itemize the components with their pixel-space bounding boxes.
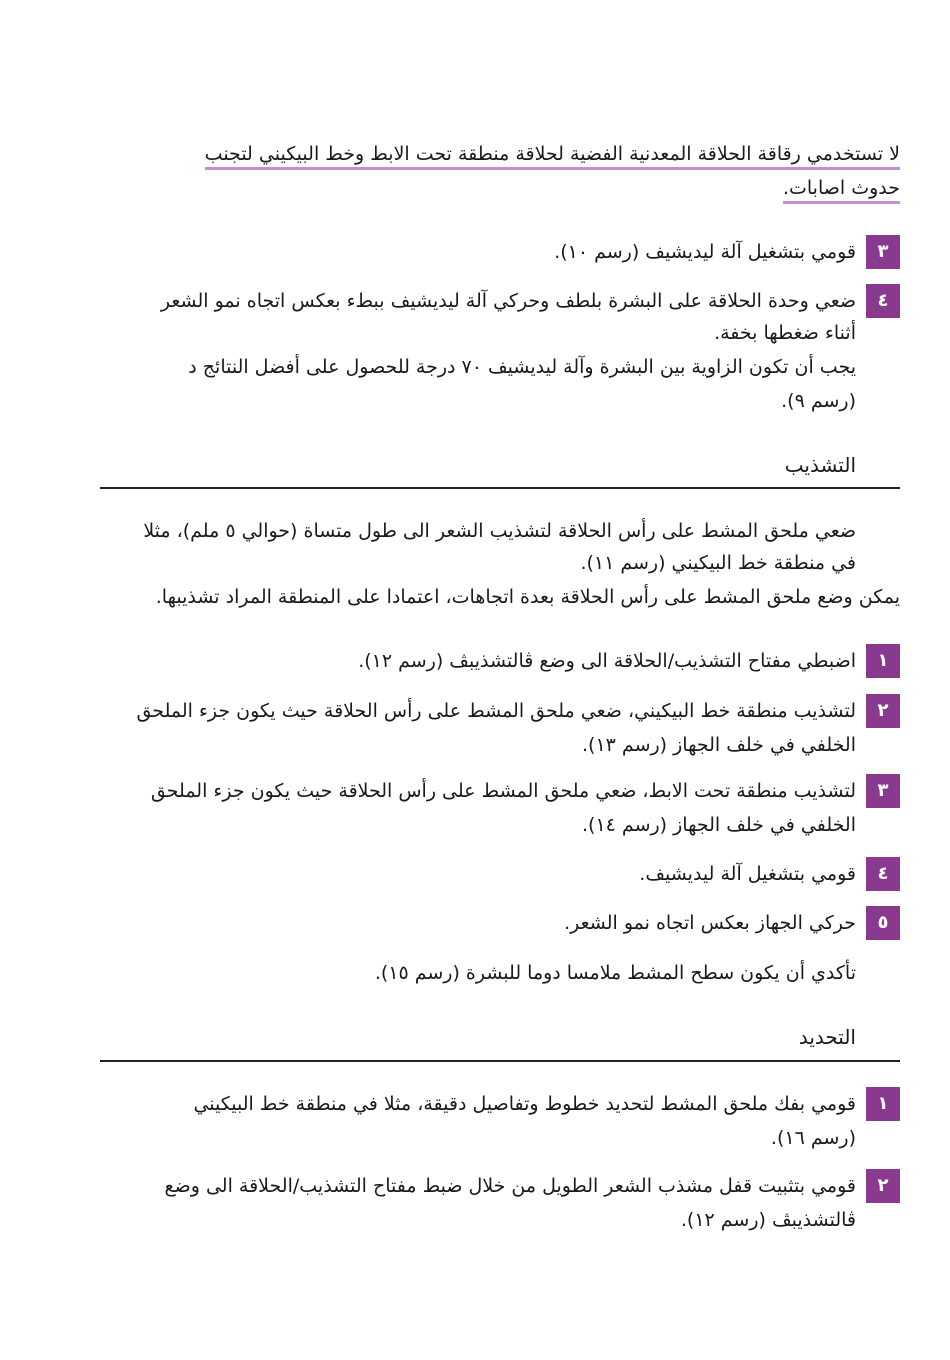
step-badge: ٣ [866,235,900,269]
step-badge: ١ [866,1087,900,1121]
step-text: ضعي وحدة الحلاقة على البشرة بلطف وحركي آلة ليديشيف ببطء بعكس اتجاه نمو الشعر [160,290,856,312]
step-text: أثناء ضغطها بخفة. [714,322,856,344]
step-text: حركي الجهاز بعكس اتجاه نمو الشعر. [564,912,856,934]
step-badge: ٤ [866,284,900,318]
trimming-intro-line: يمكن وضع ملحق المشط على رأس الحلاقة بعدة اتجاهات، اعتمادا على المنطقة المراد تشذيبها. [155,586,900,608]
step-text: (رسم ١٦). [770,1127,856,1149]
step-text: لتشذيب منطقة خط البيكيني، ضعي ملحق المشط على رأس الحلاقة حيث يكون جزء الملحق [136,700,856,722]
trimming-note: تأكدي أن يكون سطح المشط ملامسا دوما للبشرة (رسم ١٥). [374,962,856,984]
section-divider [100,1060,900,1062]
step-badge: ٢ [866,1169,900,1203]
step-text: ڤالتشذيبڤ (رسم ١٢). [680,1209,856,1231]
step-text: الخلفي في خلف الجهاز (رسم ١٤). [582,814,856,836]
manual-page [100,0,900,1360]
step-text: اضبطي مفتاح التشذيب/الحلاقة الى وضع ڤالتشذيبڤ (رسم ١٢). [358,650,856,672]
step-text: قومي بتشغيل آلة ليديشيف (رسم ١٠). [554,241,856,263]
step-text: قومي بفك ملحق المشط لتحديد خطوط وتفاصيل دقيقة، مثلا في منطقة خط البيكيني [193,1093,856,1115]
step-badge: ١ [866,644,900,678]
step-text: يجب أن تكون الزاوية بين البشرة وآلة ليديشيف ٧٠ درجة للحصول على أفضل النتائج د [188,356,856,378]
step-text: قومي بتثبيت قفل مشذب الشعر الطويل من خلال ضبط مفتاح التشذيب/الحلاقة الى وضع [164,1175,856,1197]
warning-text-line-2: حدوث اصابات. [783,171,900,205]
step-text: قومي بتشغيل آلة ليديشيف. [639,863,856,885]
warning-text-line-1: لا تستخدمي رقاقة الحلاقة المعدنية الفضية لحلاقة منطقة تحت الابط وخط البيكيني لتجنب [205,137,900,171]
step-badge: ٢ [866,694,900,728]
step-badge: ٣ [866,774,900,808]
section-divider [100,487,900,489]
trimming-intro-line: ضعي ملحق المشط على رأس الحلاقة لتشذيب الشعر الى طول متساة (حوالي ٥ ملم)، مثلا [143,520,856,542]
step-text: الخلفي في خلف الجهاز (رسم ١٣). [582,734,856,756]
step-text: (رسم ٩). [781,390,856,412]
trimming-intro-line: في منطقة خط البيكيني (رسم ١١). [580,552,856,574]
section-heading-trimming: التشذيب [784,453,856,477]
step-text: لتشذيب منطقة تحت الابط، ضعي ملحق المشط على رأس الحلاقة حيث يكون جزء الملحق [150,780,856,802]
step-badge: ٤ [866,857,900,891]
section-heading-styling: التحديد [798,1025,856,1049]
step-badge: ٥ [866,906,900,940]
